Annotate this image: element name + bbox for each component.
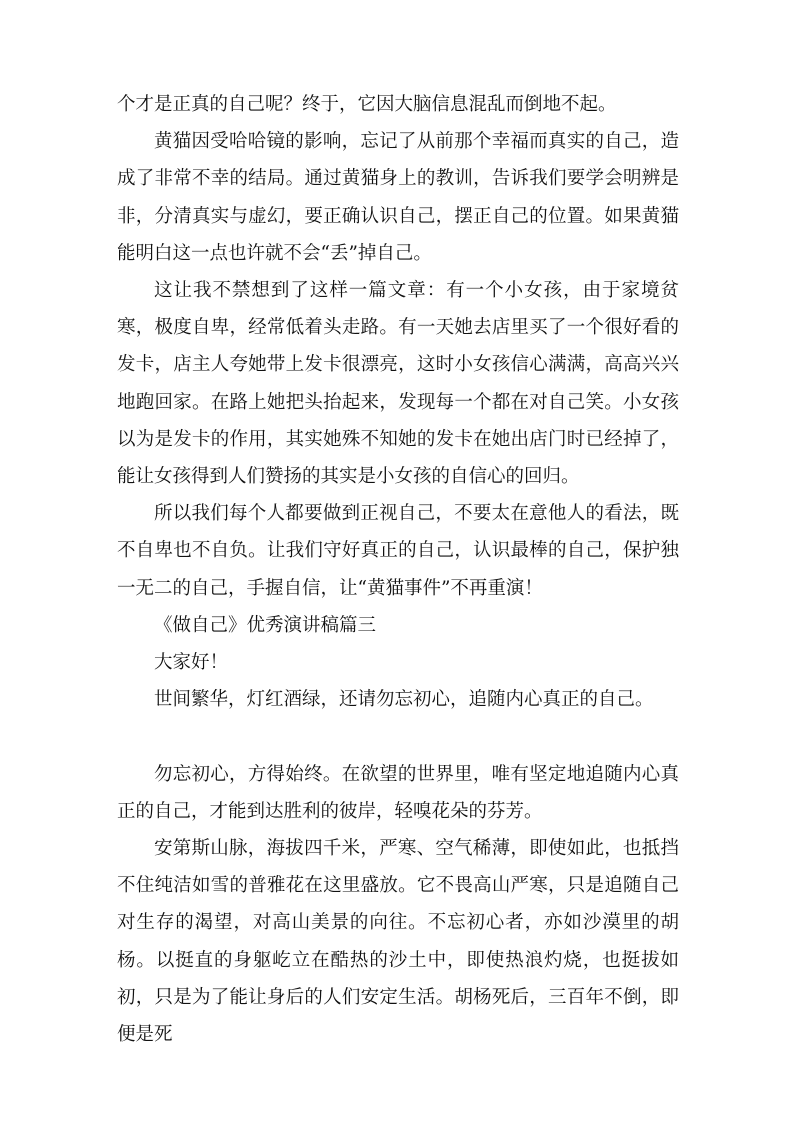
greeting: 大家好！ [154,652,229,674]
opening-line: 世间繁华，灯红酒绿，还请勿忘初心，追随内心真正的自己。 [154,689,654,711]
paragraph: 勿忘初心，方得始终。在欲望的世界里，唯有坚定地追随内心真正的自己，才能到达胜利的彼岸，轻嗅花朵的芬芳。 [117,763,679,822]
section-title: 《做自己》优秀演讲稿篇三 [154,614,377,636]
paragraph: 这让我不禁想到了这样一篇文章：有一个小女孩，由于家境贫寒，极度自卑，经常低着头走路。有一天她去店里买了一个很好看的发卡，店主人夸她带上发卡很漂亮，这时小女孩信心满满，高高兴兴地跑回家。在路上她把头抬起来，发现每一个都在对自己笑。小女孩以为是发卡的作用，其实她殊不知她的发卡在她出店门时已经掉了，能让女孩得到人们赞扬的其实是小女孩的自信心的回归。 [117,280,679,488]
blank-line [117,718,679,755]
paragraph: 黄猫因受哈哈镜的影响，忘记了从前那个幸福而真实的自己，造成了非常不幸的结局。通过黄猫身上的教训，告诉我们要学会明辨是非，分清真实与虚幻，要正确认识自己，摆正自己的位置。如果黄猫能明白这一点也许就不会“丢”掉自己。 [117,131,679,264]
paragraph-continued: 个才是正真的自己呢？终于，它因大脑信息混乱而倒地不起。 [117,94,617,115]
document-body [117,86,679,1053]
paragraph: 所以我们每个人都要做到正视自己，不要太在意他人的看法，既不自卑也不自负。让我们守好真正的自己，认识最棒的自己，保护独一无二的自己，手握自信，让“黄猫事件”不再重演！ [117,503,679,599]
paragraph: 安第斯山脉，海拔四千米，严寒、空气稀薄，即使如此，也抵挡不住纯洁如雪的普雅花在这里盛放。它不畏高山严寒，只是追随自己对生存的渴望，对高山美景的向往。不忘初心者，亦如沙漠里的胡杨。以挺直的身躯屹立在酷热的沙土中，即使热浪灼烧，也挺拔如初，只是为了能让身后的人们安定生活。胡杨死后，三百年不倒，即便是死 [117,838,679,1046]
